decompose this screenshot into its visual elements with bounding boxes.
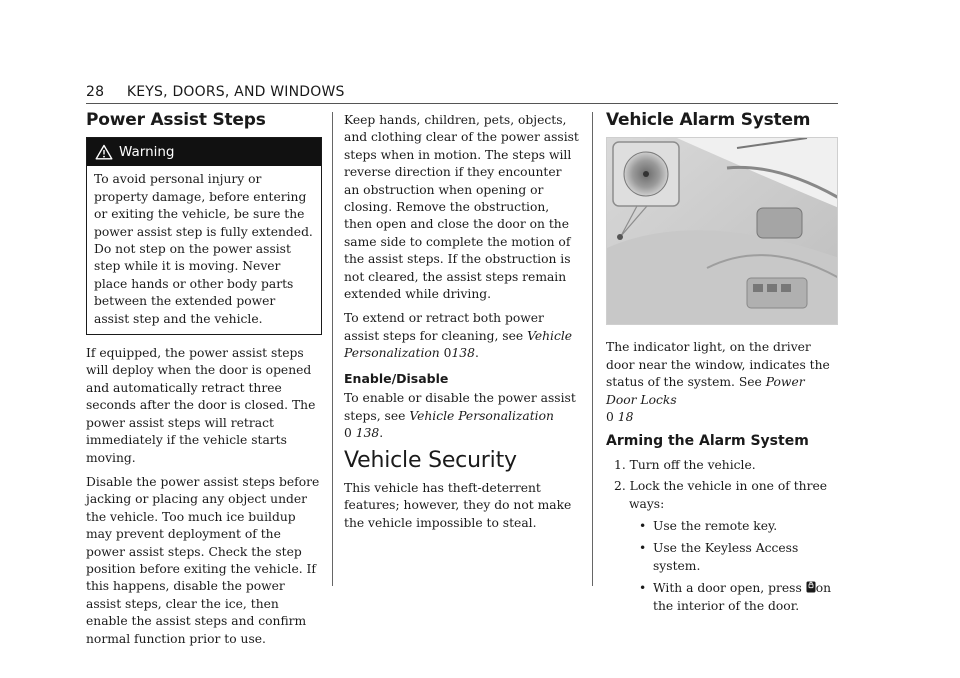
page-number: 28 [86, 84, 105, 100]
list-item: 1. Turn off the vehicle. [614, 457, 756, 472]
door-panel-illustration [607, 138, 838, 325]
section-title: KEYS, DOORS, AND WINDOWS [126, 84, 345, 100]
subheading: Enable/Disable [344, 370, 449, 386]
column-divider [332, 112, 333, 586]
paragraph: The indicator light, on the driver door near the window, indicates the status of the system. See Power Door Locks 0 18 [606, 340, 830, 425]
paragraph: To extend or retract both power assist steps for cleaning, see Vehicle Personalization 0138. [344, 311, 573, 361]
bullet-list [639, 518, 838, 615]
ref-arrow: 0 [344, 425, 352, 440]
list-item: • Use the remote key. [639, 518, 838, 535]
warning-header [87, 138, 321, 166]
section-heading: Vehicle Alarm System [606, 110, 811, 130]
bullet-icon: • [639, 581, 647, 596]
column-1 [86, 112, 322, 655]
cross-reference-link[interactable]: Vehicle Personalization [344, 328, 573, 361]
steps-list [614, 457, 838, 615]
paragraph: If equipped, the power assist steps will deploy when the door is opened and automatically retract three seconds after the door is closed. The power assist steps will retract immediately if the vehicle starts moving. [86, 346, 316, 465]
bullet-icon: • [639, 519, 647, 534]
lock-icon [806, 581, 816, 593]
door-indicator-photo [606, 137, 838, 325]
page-ref[interactable]: 18 [617, 410, 634, 425]
column-2 [344, 112, 580, 539]
page-ref[interactable]: 138 [451, 346, 475, 361]
running-header [86, 84, 345, 100]
ref-arrow: 0 [606, 410, 614, 425]
warning-label: Warning [119, 143, 175, 160]
header-rule [86, 103, 838, 104]
cross-reference-link[interactable]: Vehicle Personalization [409, 408, 554, 423]
list-item: • With a door open, press on the interior of the door. [639, 581, 832, 613]
page-ref[interactable]: 138 [355, 425, 380, 440]
cross-reference-link[interactable]: Power Door Locks [606, 375, 805, 407]
section-heading: Power Assist Steps [86, 110, 266, 130]
bullet-icon: • [639, 541, 647, 556]
section-heading-large: Vehicle Security [344, 448, 517, 474]
paragraph: This vehicle has theft-deterrent features; however, they do not make the vehicle impossible to steal. [344, 480, 572, 530]
warning-triangle-icon [95, 144, 113, 160]
paragraph: Keep hands, children, pets, objects, and clothing clear of the power assist steps when in motion. The steps will reverse direction if they encounter an obstruction when opening or closing. Remove the obstruction, then open and close the door on the same side to complete the motion of the assist steps. If the obstruction is not cleared, the assist steps remain extended while driving. [344, 113, 579, 302]
column-divider [592, 112, 593, 586]
paragraph: To enable or disable the power assist steps, see Vehicle Personalization 0 138. [344, 391, 576, 440]
list-item: 2. Lock the vehicle in one of three ways: • Use the remote key. • Use the Keyless Access system. • With a door open, press on the interior of the door. [614, 478, 838, 615]
column-3 [606, 112, 838, 620]
warning-text: To avoid personal injury or property damage, before entering or exiting the vehicle, be sure the power assist step is fully extended. Do not step on the power assist step while it is moving. Never place hands or other body parts between the extended power assist step and the vehicle. [94, 172, 313, 326]
warning-box [86, 137, 322, 335]
subheading: Arming the Alarm System [606, 433, 809, 450]
paragraph: Disable the power assist steps before jacking or placing any object under the vehicle. Too much ice buildup may prevent deployment of the power assist steps. Check the step position before exiting the vehicle. If this happens, disable the power assist steps, clear the ice, then enable the assist steps and confirm normal function prior to use. [86, 474, 320, 646]
ref-arrow: 0 [443, 346, 452, 361]
list-item: • Use the Keyless Access system. [639, 541, 799, 573]
